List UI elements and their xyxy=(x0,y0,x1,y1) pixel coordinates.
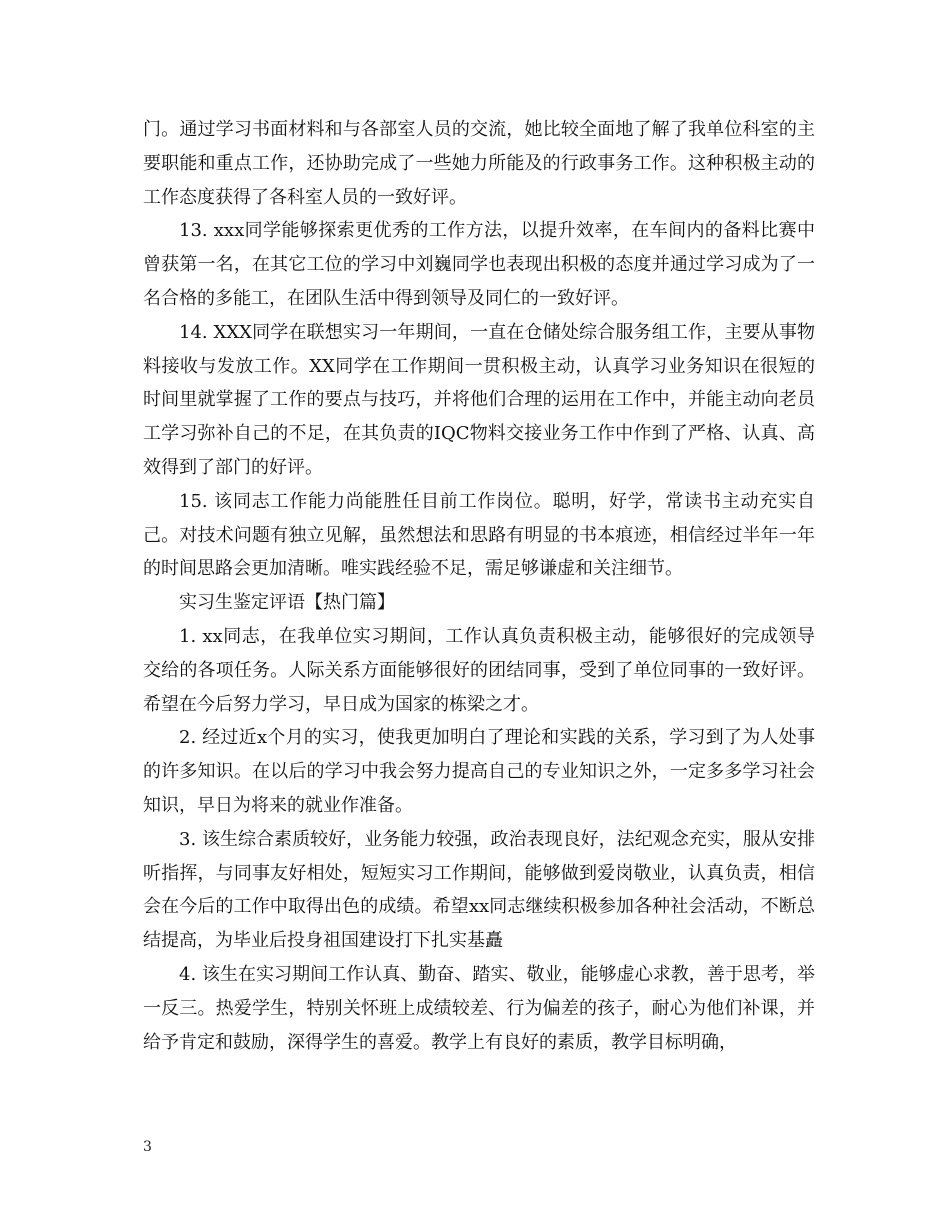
page-number: 3 xyxy=(143,1139,152,1155)
paragraph: 4. 该生在实习期间工作认真、勤奋、踏实、敬业，能够虚心求教，善于思考，举一反三。热爱学生，特别关怀班上成绩较差、行为偏差的孩子，耐心为他们补课，并给予肯定和鼓励，深得学生的喜爱。教学上有良好的素质，教学目标明确， xyxy=(143,963,815,1053)
paragraph: 13. xxx同学能够探索更优秀的工作方法，以提升效率，在车间内的备料比赛中曾获第一名，在其它工位的学习中刘巍同学也表现出积极的态度并通过学习成为了一名合格的多能工，在团队生活中得到领导及同仁的一致好评。 xyxy=(143,220,815,309)
paragraph: 14. XXX同学在联想实习一年期间，一直在仓储处综合服务组工作，主要从事物料接收与发放工作。XX同学在工作期间一贯积极主动，认真学习业务知识在很短的时间里就掌握了工作的要点与技巧，并将他们合理的运用在工作中，并能主动向老员工学习弥补自己的不足，在其负责的IQC物料交接业务工作中作到了严格、认真、高效得到了部门的好评。 xyxy=(143,321,815,478)
paragraph: 3. 该生综合素质较好，业务能力较强，政治表现良好，法纪观念充实，服从安排听指挥，与同事友好相处，短短实习工作期间，能够做到爱岗敬业，认真负责，相信会在今后的工作中取得出色的成绩。希望xx同志继续积极参加各种社会活动，不断总结提高，为毕业后投身祖国建设打下扎实基矗 xyxy=(143,828,815,952)
paragraph: 15. 该同志工作能力尚能胜任目前工作岗位。聪明，好学，常读书主动充实自己。对技术问题有独立见解，虽然想法和思路有明显的书本痕迹，相信经过半年一年的时间思路会更加清晰。唯实践经验不足，需足够谦虚和关注细节。 xyxy=(143,490,815,580)
document-body xyxy=(143,113,815,1059)
section-heading: 实习生鉴定评语【热门篇】 xyxy=(179,592,395,614)
paragraph: 2. 经过近x个月的实习，使我更加明白了理论和实践的关系，学习到了为人处事的许多知识。在以后的学习中我会努力提高自己的专业知识之外，一定多多学习社会知识，早日为将来的就业作准备。 xyxy=(143,727,815,816)
paragraph: 1. xx同志，在我单位实习期间，工作认真负责积极主动，能够很好的完成领导交给的各项任务。人际关系方面能够很好的团结同事，受到了单位同事的一致好评。希望在今后努力学习，早日成为国家的栋梁之才。 xyxy=(143,625,815,715)
paragraph: 门。通过学习书面材料和与各部室人员的交流，她比较全面地了解了我单位科室的主要职能和重点工作，还协助完成了一些她力所能及的行政事务工作。这种积极主动的工作态度获得了各科室人员的一致好评。 xyxy=(143,119,815,208)
